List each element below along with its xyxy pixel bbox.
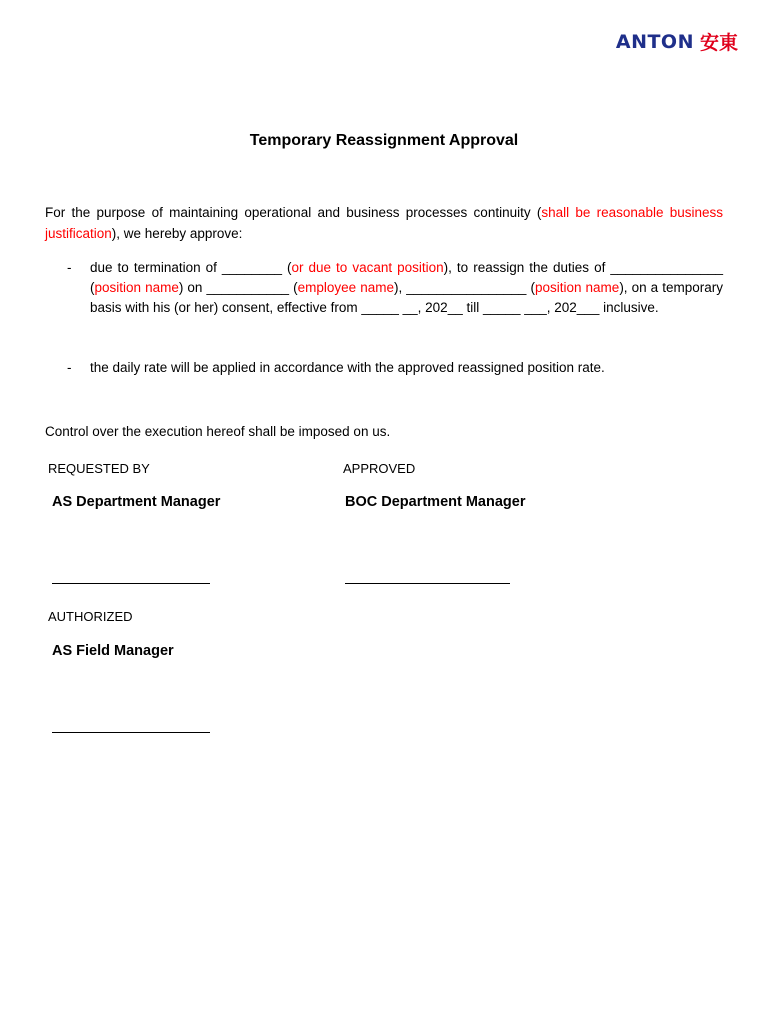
bullet-dash: - <box>67 260 72 275</box>
bullet-item-reassignment <box>45 258 723 318</box>
bullet1-text-3: ) on ___________ ( <box>178 280 298 295</box>
bullet1-note-position: position name <box>94 280 179 295</box>
approved-label: APPROVED <box>343 461 416 476</box>
requested-by-label: REQUESTED BY <box>48 461 150 476</box>
intro-text-1: For the purpose of maintaining operational and business processes continuity ( <box>45 205 542 220</box>
requested-by-role: AS Department Manager <box>52 494 221 510</box>
bullet1-text-1: due to termination of ________ ( <box>90 260 292 275</box>
authorized-role: AS Field Manager <box>52 643 174 659</box>
bullet1-note-vacant: or due to vacant position <box>291 260 444 275</box>
bullet1-text-4: ), ________________ ( <box>393 280 535 295</box>
intro-justification-note: shall be reasonable business justification <box>45 205 723 241</box>
document-title: Temporary Reassignment Approval <box>249 132 519 149</box>
control-statement: Control over the execution hereof shall be imposed on us. <box>45 424 391 439</box>
bullet-item-daily-rate <box>45 358 723 378</box>
authorized-signature-line[interactable] <box>52 732 210 733</box>
approved-role: BOC Department Manager <box>345 494 526 510</box>
bullet-text: the daily rate will be applied in accordance with the approved reassigned position rate. <box>90 360 605 375</box>
logo-latin-text: ANTON <box>615 30 694 53</box>
logo-cjk-text: 安東 <box>699 32 738 54</box>
bullet1-note-position-2: position name <box>534 280 620 295</box>
bullet1-text-2: ), to reassign the duties of _______________ ( <box>90 260 723 295</box>
bullet-dash: - <box>67 360 72 375</box>
requested-signature-line[interactable] <box>52 583 210 584</box>
authorized-label: AUTHORIZED <box>48 609 133 624</box>
intro-text-2: ), we hereby approve: <box>111 226 243 241</box>
approved-signature-line[interactable] <box>345 583 510 584</box>
bullet-text <box>90 258 723 318</box>
intro-paragraph <box>45 202 723 244</box>
bullet1-text-5: ), on a temporary basis with his (or her) consent, effective from _____ __, 202__ till _____ ___, 202___ inclusive. <box>90 280 723 315</box>
bullet1-note-employee: employee name <box>297 280 394 295</box>
company-logo <box>616 28 738 55</box>
